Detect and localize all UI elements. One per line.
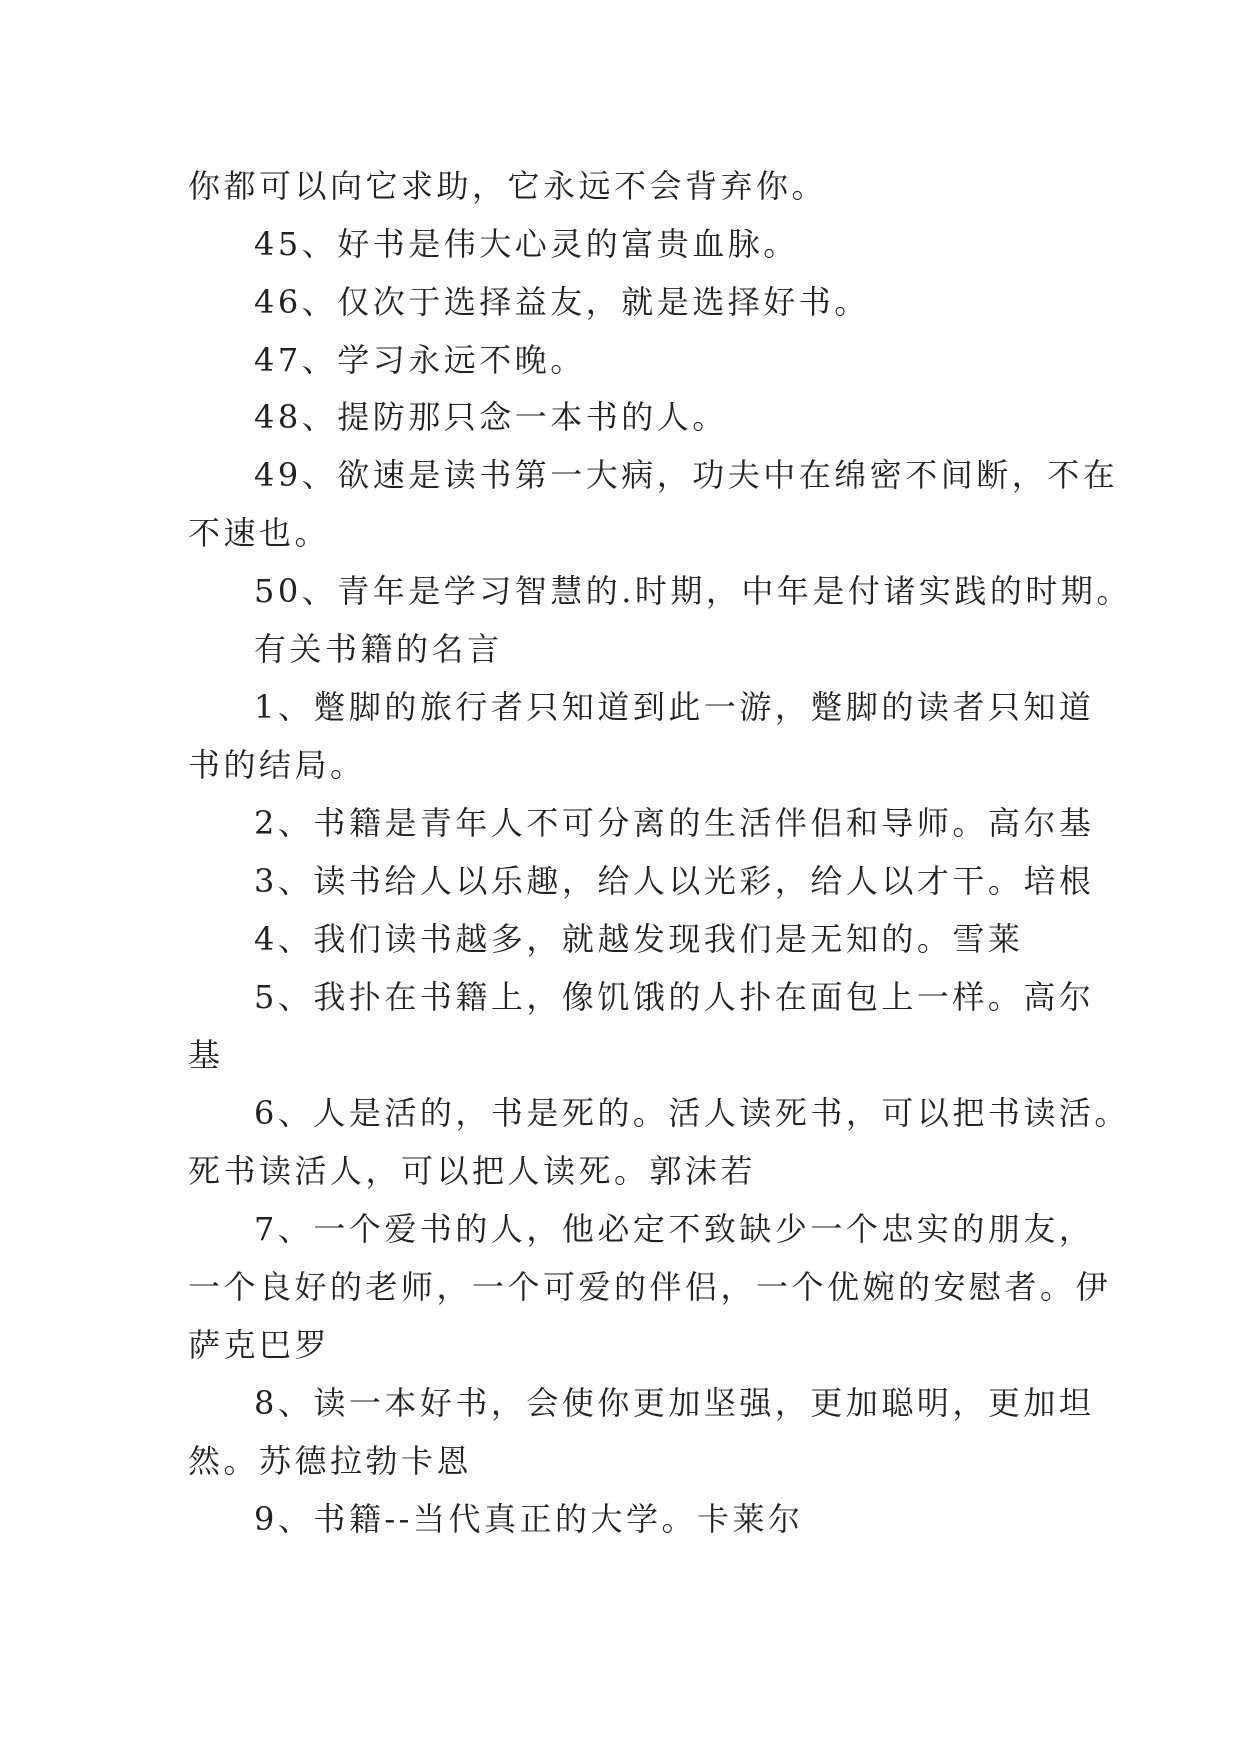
- text-line: 46、仅次于选择益友，就是选择好书。: [254, 283, 870, 321]
- text-line: 一个良好的老师，一个可爱的伴侣，一个优婉的安慰者。伊: [188, 1268, 1112, 1306]
- text-line: 5、我扑在书籍上，像饥饿的人扑在面包上一样。高尔: [254, 978, 1095, 1016]
- text-line: 6、人是活的，书是死的。活人读死书，可以把书读活。: [254, 1094, 1130, 1132]
- text-line: 你都可以向它求助，它永远不会背弃你。: [188, 167, 828, 205]
- text-line: 书的结局。: [188, 746, 366, 784]
- text-line: 4、我们读书越多，就越发现我们是无知的。雪莱: [254, 920, 1024, 958]
- text-line: 萨克巴罗: [188, 1326, 331, 1364]
- text-line: 45、好书是伟大心灵的富贵血脉。: [254, 225, 799, 263]
- text-line: 3、读书给人以乐趣，给人以光彩，给人以才干。培根: [254, 862, 1095, 900]
- text-line: 49、欲速是读书第一大病，功夫中在绵密不间断，不在: [254, 456, 1119, 494]
- text-line: 8、读一本好书，会使你更加坚强，更加聪明，更加坦: [254, 1384, 1095, 1422]
- text-line: 2、书籍是青年人不可分离的生活伴侣和导师。高尔基: [254, 804, 1095, 842]
- text-line: 不速也。: [188, 514, 331, 552]
- text-line: 50、青年是学习智慧的.时期，中年是付诸实践的时期。: [254, 572, 1132, 610]
- section-heading: 有关书籍的名言: [254, 630, 503, 668]
- text-line: 1、蹩脚的旅行者只知道到此一游，蹩脚的读者只知道: [254, 688, 1095, 726]
- text-line: 47、学习永远不晚。: [254, 341, 586, 379]
- text-line: 死书读活人，可以把人读死。郭沫若: [188, 1152, 757, 1190]
- text-line: 基: [188, 1036, 224, 1074]
- text-line: 48、提防那只念一本书的人。: [254, 398, 728, 436]
- text-line: 9、书籍--当代真正的大学。卡莱尔: [254, 1500, 804, 1538]
- text-line: 7、一个爱书的人，他必定不致缺少一个忠实的朋友，: [254, 1210, 1095, 1248]
- text-line: 然。苏德拉勃卡恩: [188, 1442, 473, 1480]
